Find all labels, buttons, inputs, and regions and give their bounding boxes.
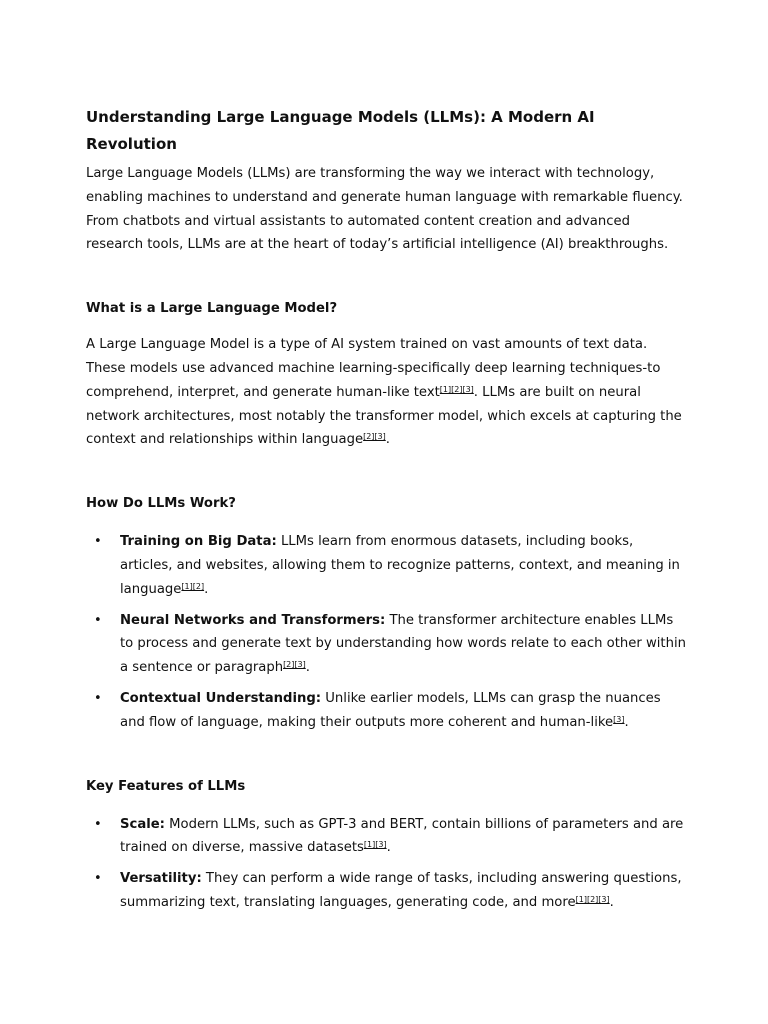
list-item bbox=[86, 609, 686, 680]
section-heading-what-is-llm: What is a Large Language Model? bbox=[86, 301, 338, 317]
list-item-label: Versatility: bbox=[120, 871, 202, 887]
section-heading-how-llms-work: How Do LLMs Work? bbox=[86, 496, 236, 512]
list-item-text: Unlike earlier models, LLMs can grasp the nuances and flow of language, making their outputs more coherent and human-like bbox=[120, 690, 661, 730]
list-item-text: LLMs learn from enormous datasets, including books, articles, and websites, allowing them to recognize patterns, context, and meaning in language bbox=[120, 534, 680, 597]
list-item-end: . bbox=[624, 714, 629, 730]
citation-link[interactable]: [1][2][3] bbox=[439, 384, 474, 394]
paragraph-text: . LLMs are built on neural network architectures, most notably the transformer model, which excels at capturing the context and relationships within language bbox=[86, 384, 682, 448]
list-item-label: Neural Networks and Transformers: bbox=[120, 612, 386, 628]
list-item-end: . bbox=[204, 581, 209, 597]
citation-link[interactable]: [1][2][3] bbox=[575, 894, 610, 904]
paragraph-text: . bbox=[385, 432, 390, 448]
list-item-end: . bbox=[305, 660, 310, 676]
bullet-icon: • bbox=[94, 612, 102, 628]
bullet-icon: • bbox=[94, 534, 102, 550]
list-item bbox=[86, 867, 686, 915]
list-item bbox=[86, 530, 686, 601]
citation-link[interactable]: [2][3] bbox=[283, 660, 306, 670]
citation-link[interactable]: [3] bbox=[613, 714, 625, 724]
list-item-text: They can perform a wide range of tasks, including answering questions, summarizing text, translating languages, generating code, and more bbox=[120, 871, 682, 910]
list-item-end: . bbox=[609, 894, 614, 910]
document-title: Understanding Large Language Models (LLMs): A Modern AI Revolution bbox=[86, 108, 595, 153]
how-llms-work-list bbox=[86, 530, 686, 734]
document-page bbox=[86, 104, 686, 922]
bullet-icon: • bbox=[94, 816, 102, 832]
list-item-label: Training on Big Data: bbox=[120, 534, 277, 550]
intro-paragraph: Large Language Models (LLMs) are transforming the way we interact with technology, enabling machines to understand and generate human language with remarkable fluency. From chatbots and virtual assistants to automated content creation and advanced research tools, LLMs are at the heart of today’s artificial intelligence (AI) breakthroughs. bbox=[86, 166, 683, 253]
list-item-text: Modern LLMs, such as GPT-3 and BERT, contain billions of parameters and are trained on diverse, massive datasets bbox=[120, 816, 684, 856]
citation-link[interactable]: [1][2] bbox=[181, 581, 205, 591]
bullet-icon: • bbox=[94, 871, 102, 887]
section-what-is-llm-paragraph bbox=[86, 333, 686, 452]
list-item bbox=[86, 813, 686, 861]
section-heading-key-features: Key Features of LLMs bbox=[86, 778, 246, 794]
key-features-list bbox=[86, 813, 686, 915]
list-item-text: The transformer architecture enables LLMs to process and generate text by understanding how words relate to each other within a sentence or paragraph bbox=[120, 612, 686, 676]
bullet-icon: • bbox=[94, 690, 102, 706]
list-item-end: . bbox=[386, 840, 391, 856]
list-item-label: Contextual Understanding: bbox=[120, 690, 322, 706]
citation-link[interactable]: [1][3] bbox=[363, 840, 387, 850]
citation-link[interactable]: [2][3] bbox=[363, 432, 386, 442]
list-item bbox=[86, 687, 686, 735]
list-item-label: Scale: bbox=[120, 816, 165, 832]
paragraph-text: A Large Language Model is a type of AI system trained on vast amounts of text data. These models use advanced machine learning-specifically deep learning techniques-to comprehend, interpret, and generate human-like text bbox=[86, 337, 661, 400]
